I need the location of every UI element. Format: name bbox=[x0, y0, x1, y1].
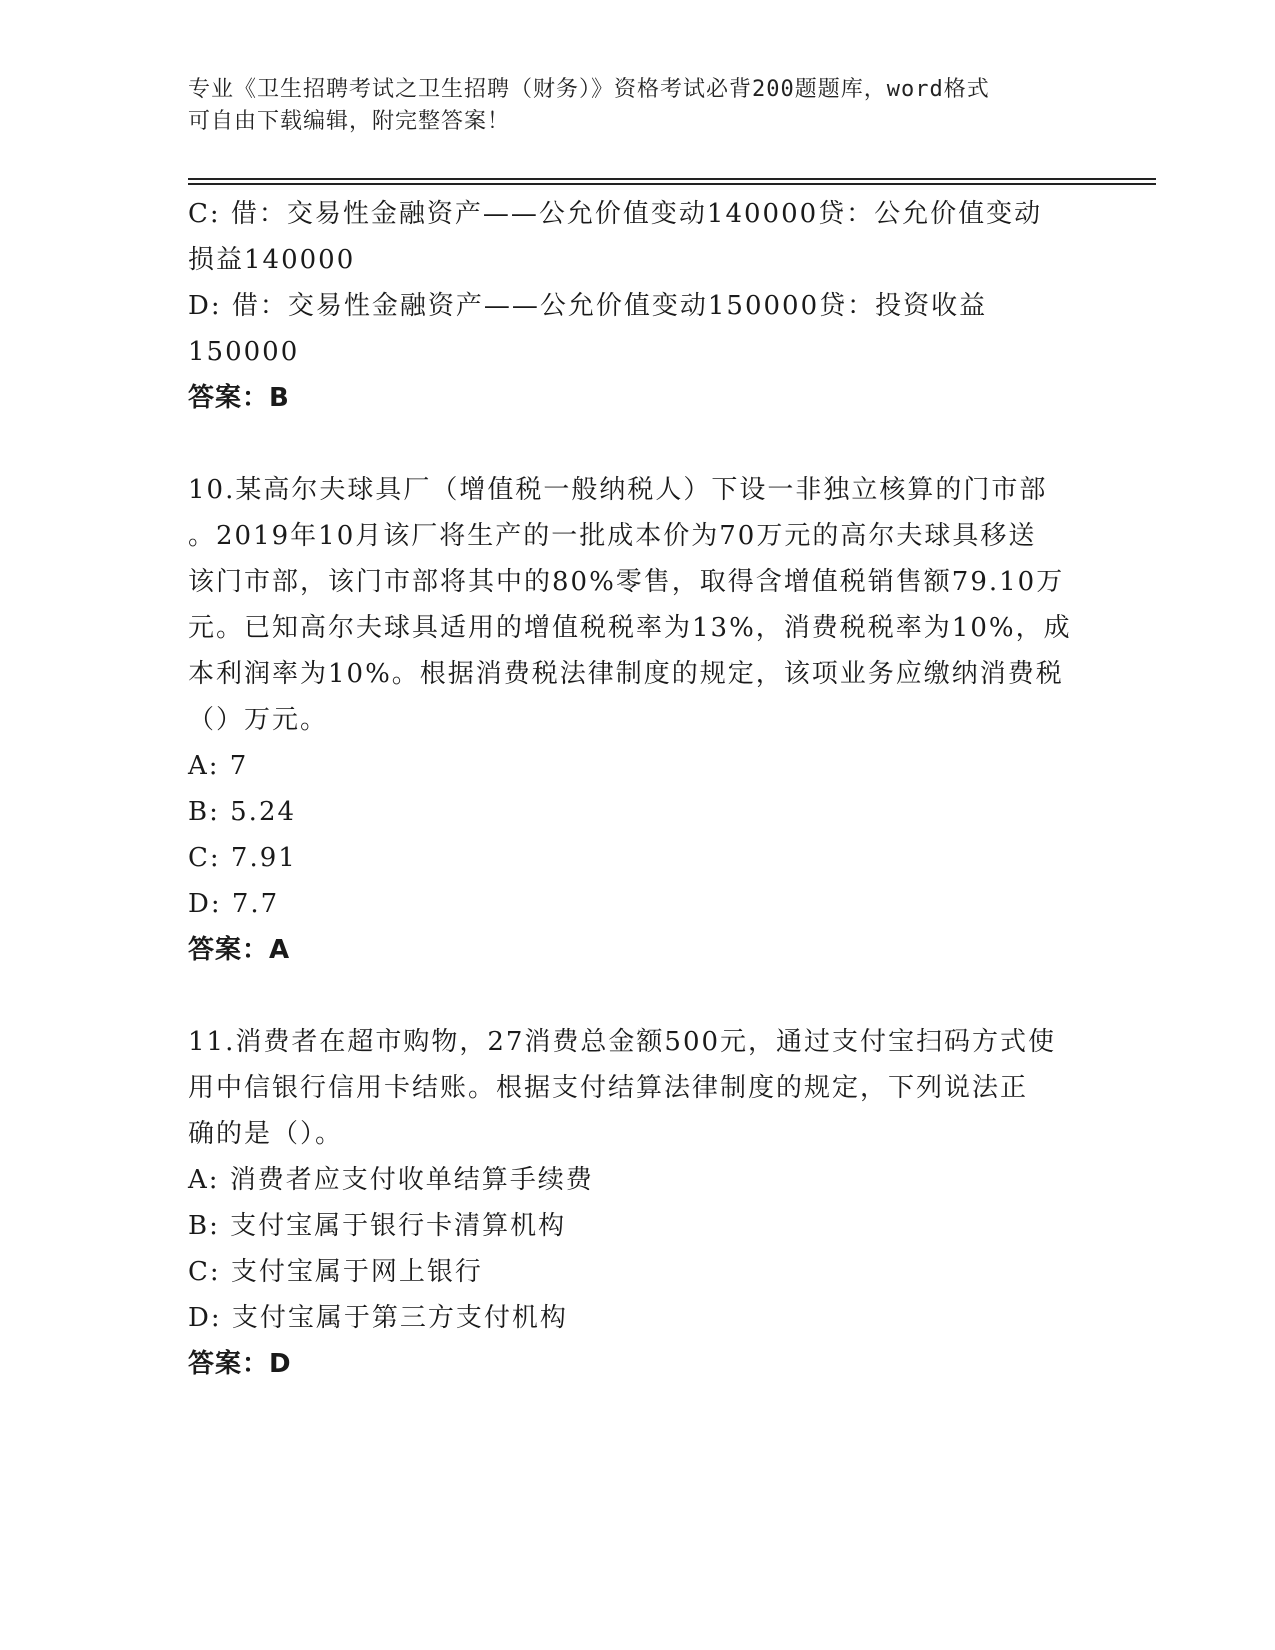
question-spacer bbox=[188, 973, 1088, 1019]
q10-option-d: D: 7.7 bbox=[188, 889, 280, 919]
document-body bbox=[188, 191, 1088, 1387]
q11-option-d: D: 支付宝属于第三方支付机构 bbox=[188, 1303, 568, 1333]
q10-stem-line-4: 元。已知高尔夫球具适用的增值税税率为13%，消费税税率为10%，成 bbox=[188, 613, 1072, 643]
q11-stem-line-1: 11.消费者在超市购物，27消费总金额500元，通过支付宝扫码方式使 bbox=[188, 1027, 1057, 1057]
q11-answer: 答案：D bbox=[188, 1349, 292, 1379]
q11-option-a: A: 消费者应支付收单结算手续费 bbox=[188, 1165, 594, 1195]
header-title-line-2: 可自由下载编辑，附完整答案！ bbox=[188, 109, 511, 134]
q11-option-b: B: 支付宝属于银行卡清算机构 bbox=[188, 1211, 567, 1241]
header-divider-top bbox=[188, 178, 1156, 180]
header-title-line-1: 专业《卫生招聘考试之卫生招聘（财务）》资格考试必背200题题库，word格式 bbox=[188, 77, 990, 102]
q9-answer: 答案：B bbox=[188, 383, 290, 413]
q9-option-d-line-1: D: 借：交易性金融资产——公允价值变动150000贷：投资收益 bbox=[188, 291, 988, 321]
q11-stem-line-3: 确的是（）。 bbox=[188, 1119, 344, 1149]
q9-option-d-line-2: 150000 bbox=[188, 337, 300, 367]
q10-stem-line-5: 本利润率为10%。根据消费税法律制度的规定，该项业务应缴纳消费税 bbox=[188, 659, 1064, 689]
q9-option-c-line-2: 损益140000 bbox=[188, 245, 356, 275]
q11-option-c: C: 支付宝属于网上银行 bbox=[188, 1257, 483, 1287]
q10-stem-line-3: 该门市部，该门市部将其中的80%零售，取得含增值税销售额79.10万 bbox=[188, 567, 1065, 597]
q10-stem-line-1: 10.某高尔夫球具厂（增值税一般纳税人）下设一非独立核算的门市部 bbox=[188, 475, 1048, 505]
q10-option-c: C: 7.91 bbox=[188, 843, 297, 873]
question-11 bbox=[188, 1019, 1088, 1387]
document-header bbox=[188, 74, 1068, 138]
question-spacer bbox=[188, 421, 1088, 467]
q10-answer: 答案：A bbox=[188, 935, 291, 965]
q10-stem-line-2: 。2019年10月该厂将生产的一批成本价为70万元的高尔夫球具移送 bbox=[188, 521, 1037, 551]
q10-stem-line-6: （）万元。 bbox=[188, 705, 329, 735]
q10-option-b: B: 5.24 bbox=[188, 797, 297, 827]
header-divider-bottom bbox=[188, 183, 1156, 185]
question-9-continued bbox=[188, 191, 1088, 421]
q11-stem-line-2: 用中信银行信用卡结账。根据支付结算法律制度的规定，下列说法正 bbox=[188, 1073, 1029, 1103]
q10-option-a: A: 7 bbox=[188, 751, 249, 781]
question-10 bbox=[188, 467, 1088, 973]
q9-option-c-line-1: C: 借：交易性金融资产——公允价值变动140000贷：公允价值变动 bbox=[188, 199, 1043, 229]
